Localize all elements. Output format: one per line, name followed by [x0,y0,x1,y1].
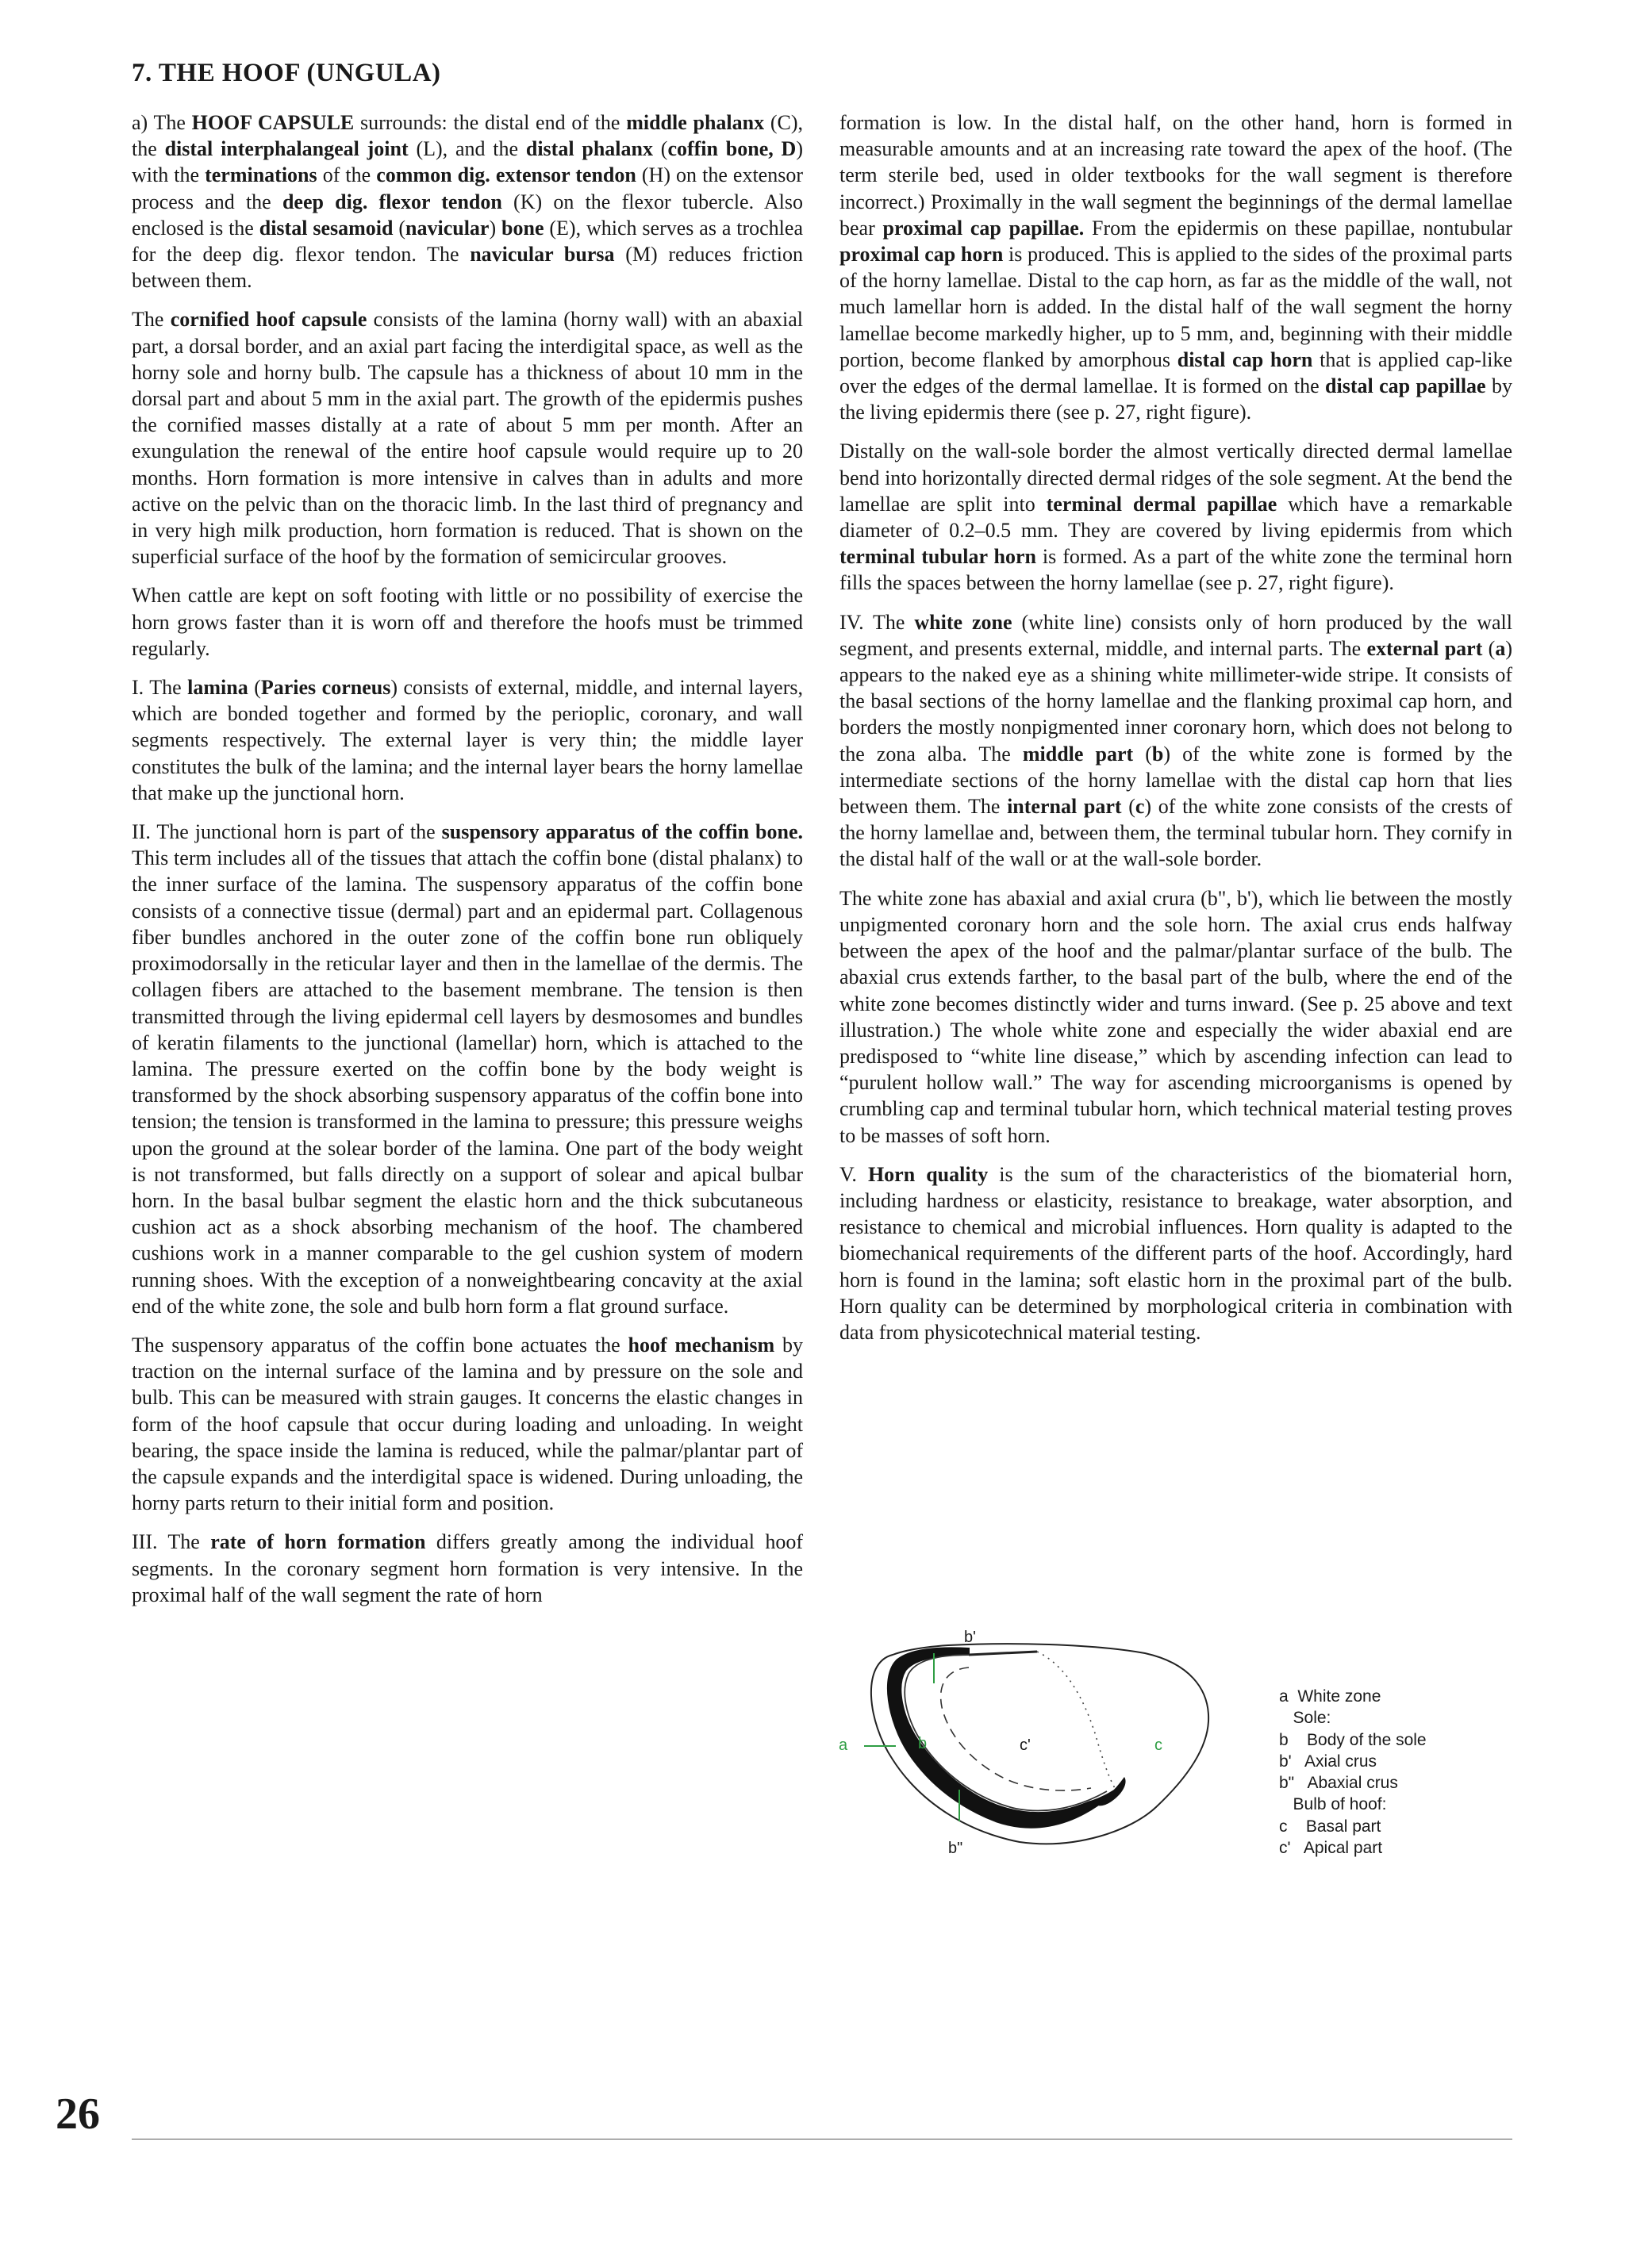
axial-crus-line [969,1652,1037,1655]
text-run: (E), which serves as a trochlea for the deep dig. flexor tendon. The [132,216,803,267]
bold-term: terminal tubular horn [839,545,1036,569]
bold-term: middle part [1022,742,1134,766]
paragraph [132,674,803,806]
apical-bulb-boundary [941,1667,1091,1790]
text-run: ( [393,216,406,240]
bold-term: deep dig. flexor tendon [282,190,502,213]
bold-term: distal phalanx [525,137,653,161]
text-run: (H) on the extensor process and the [132,163,803,213]
text-run: by the living epidermis there (see p. 27, right figure). [839,374,1512,424]
text-run: surrounds: the distal end of the [354,111,627,134]
page-title: 7. THE HOOF (UNGULA) [132,59,441,87]
paragraph [839,438,1512,596]
bold-term: coffin bone, D [667,137,797,161]
legend-item: c' Apical part [1279,1839,1383,1858]
bold-term: navicular [405,216,490,240]
text-run: is formed. As a part of the white zone the terminal horn fills the spaces between the horny lamellae (see p. 27, right figure). [839,545,1512,595]
text-run: ) with the [132,137,803,187]
label-a: a [839,1736,848,1754]
bold-term: lamina [187,676,248,700]
bold-term: a [1495,636,1506,660]
label-b-prime: b' [964,1629,976,1646]
bold-term: distal sesamoid [259,216,394,240]
text-run: The [132,308,171,332]
left-text-column [132,109,803,1621]
bold-term: internal part [1007,795,1122,819]
white-zone-line [905,1655,1107,1811]
legend-item: Sole: [1279,1709,1331,1728]
text-run: From the epidermis on these papillae, nontubular [1084,216,1512,240]
text-run: Distally on the wall-sole border the almost vertically directed dermal lamellae bend into horizontally directed dermal ridges of the sole segment. At the bend the lamellae are split into [839,439,1512,516]
text-run: by traction on the internal surface of the lamina and by pressure on the sole and bulb. This can be measured with strain gauges. It concerns the elastic changes in form of the hoof capsule that occur during loading and unloading. In weight bearing, the space inside the lamina is reduced, while the palmar/plantar part of the capsule expands and the interdigital space is widened. During unloading, the horny parts return to their initial form and position. [132,1333,804,1515]
text-run: formation is low. In the distal half, on the other hand, horn is formed in measurable amounts and at an increasing rate toward the apex of the hoof. (The term sterile bed, used in older textbooks for the wall segment is therefore incorrect.) Proximally in the wall segment the beginnings of the dermal lamellae bear [839,111,1512,240]
text-run: III. The [132,1530,211,1554]
text-run: ( [248,676,261,700]
bold-term: terminal dermal papillae [1046,492,1277,516]
text-run: is the sum of the characteristics of the biomaterial horn, including hardness or elasticity, resistance to breakage, water absorption, and resistance to chemical and microbial influences. Horn quality is adapted to the biomechanical requirements of the different parts of the hoof. Accordingly, hard horn is found in the lamina; soft elastic horn in the proximal part of the bulb. Horn quality can be determined by morphological criteria in combination with data from physicotechnical material testing. [839,1162,1512,1344]
bold-term: hoof mechanism [628,1333,775,1357]
text-run: ) [489,216,502,240]
bold-term: proximal cap horn [839,243,1004,267]
text-run: consists of the lamina (horny wall) with an abaxial part, a dorsal border, and an axial part facing the interdigital space, as well as the horny sole and horny bulb. The capsule has a thickness of about 10 mm in the dorsal part and about 5 mm in the axial part. The growth of the epidermis pushes the cornified masses distally at a rate of about 5 mm per month. After an exungulation the renewal of the entire hoof capsule would require up to 20 months. Horn formation is more intensive in calves than in adults and more active on the pelvic than on the thoracic limb. In the last third of pregnancy and in very high milk production, horn formation is reduced. That is shown on the superficial surface of the hoof by the formation of semicircular grooves. [132,308,803,569]
paragraph [132,819,803,1319]
text-run: This term includes all of the tissues that attach the coffin bone (distal phalanx) to the inner surface of the lamina. The suspensory apparatus of the coffin bone consists of a connective tissue (dermal) part and an epidermal part. Collagenous fiber bundles anchored in the outer zone of the coffin bone run obliquely proximodorsally in the reticular layer and then in the lamellae of the dermis. The collagen fibers are attached to the basement membrane. The tension is then transmitted through the living epidermal cell layers by desmosomes and bundles of keratin filaments to the junctional (lamellar) horn, which is attached to the lamina. The pressure exerted on the coffin bone by the body weight is transformed by the shock absorbing suspensory apparatus of the coffin bone into tension; the tension is transformed in the lamina to pressure; this pressure weighs upon the ground at the solear border of the lamina. One part of the body weight is not transformed, but falls directly on a support of solear and apical bulbar horn. In the basal bulbar segment the elastic horn and the thick subcutaneous cushion act as a shock absorbing mechanism of the hoof. The chambered cushions work in a manner comparable to the gel cushion system of modern running shoes. With the exception of a nonweightbearing concavity at the axial end of the white zone, the sole and bulb horn form a flat ground surface. [132,846,803,1318]
text-run: of the [317,163,377,187]
legend-item: b' Axial crus [1279,1752,1377,1771]
bold-term: Horn quality [867,1162,989,1186]
bold-term: distal interphalangeal joint [164,137,409,161]
label-b-double-prime: b" [948,1840,963,1857]
bold-term: b [1151,742,1164,766]
text-run: (C), the [132,111,803,161]
text-run: ( [1121,795,1135,819]
bold-term: distal cap horn [1177,347,1313,371]
right-text-column [839,109,1512,1358]
bold-term: distal cap papillae [1325,374,1486,398]
bold-term: Paries corneus [260,676,391,700]
bold-term: suspensory apparatus of the coffin bone. [441,820,803,844]
text-run: (K) on the flexor tubercle. Also enclosed is the [132,190,803,240]
text-run: IV. The [839,610,915,634]
text-run: ) of the white zone consists of the crests of the horny lamellae and, between them, the terminal tubular horn. They cornify in the distal half of the wall or at the wall-sole border. [839,795,1512,871]
text-run: ( [1133,742,1152,766]
label-b: b [918,1735,928,1752]
bold-term: terminations [205,163,317,187]
basal-bulb-boundary [1037,1652,1115,1788]
text-run: that is applied cap-like over the edges of the dermal lamellae. It is formed on the [839,347,1512,398]
page-number: 26 [56,2090,100,2139]
paragraph [839,1161,1512,1345]
paragraph [839,885,1512,1149]
bold-term: c [1135,795,1145,819]
text-run: When cattle are kept on soft footing with little or no possibility of exercise the horn grows faster than it is worn off and therefore the hoofs must be trimmed regularly. [132,584,803,660]
paragraph [839,109,1512,425]
bold-term: HOOF CAPSULE [191,111,355,134]
bold-term: white zone [914,610,1012,634]
text-run: ) appears to the naked eye as a shining white millimeter-wide stripe. It consists of the basal sections of the horny lamellae and the flanking proximal cap horn, and borders the mostly nonpigmented inner coronary horn, which does not belong to the zona alba. The [839,636,1512,766]
text-run: which have a remarkable diameter of 0.2–0.5 mm. They are covered by living epidermis from which [839,492,1513,543]
legend-item: a White zone [1279,1687,1381,1706]
legend-item: b Body of the sole [1279,1730,1427,1749]
text-run: ( [1482,636,1496,660]
legend-item: Bulb of hoof: [1279,1795,1387,1814]
paragraph [132,582,803,662]
bold-term: navicular bursa [470,243,615,267]
legend-item: b" Abaxial crus [1279,1774,1398,1793]
bold-term: middle phalanx [626,111,765,134]
bold-term: external part [1366,636,1483,660]
label-c: c [1154,1736,1162,1754]
text-run: The white zone has abaxial and axial crura (b", b'), which lie between the mostly unpigmented coronary horn and the sole horn. The axial crus ends halfway between the apex of the hoof and the palmar/plantar surface of the bulb. The abaxial crus extends farther, to the basal part of the bulb, where the end of the white zone becomes distinctly wider and turns inward. (See p. 25 above and text illustration.) The whole white zone and especially the wider abaxial end are predisposed to “white line disease,” which by ascending infection can lead to “purulent hollow wall.” The way for ascending microorganisms is opened by crumbling cap and terminal tubular horn, which technical material testing proves to be masses of soft horn. [839,886,1512,1147]
bold-term: common dig. extensor tendon [376,163,636,187]
bold-term: proximal cap papillae. [882,216,1085,240]
bold-term: rate of horn formation [210,1530,426,1554]
paragraph [132,109,803,294]
paragraph [132,306,803,570]
text-run: ( [652,137,668,161]
text-run: I. The [132,676,188,700]
paragraph [839,609,1512,873]
text-run: differs greatly among the individual hoof segments. In the coronary segment horn formation is very intensive. In the proximal half of the wall segment the rate of horn [132,1530,803,1606]
legend-item: c Basal part [1279,1817,1381,1836]
text-run: ) of the white zone is formed by the intermediate sections of the horny lamellae with the distal cap horn that lies between them. The [839,742,1512,819]
figure-legend [1279,1686,1427,1859]
text-run: (L), and the [408,137,526,161]
text-run: II. The junctional horn is part of the [132,820,442,844]
text-run: (white line) consists only of horn produced by the wall segment, and presents external, middle, and internal parts. The [839,610,1512,660]
text-run: a) The [132,111,192,134]
label-c-prime: c' [1020,1736,1031,1754]
text-run: is produced. This is applied to the sides of the proximal parts of the horny lamellae. Distal to the cap horn, as far as the middle of the wall, not much lamellar horn is added. In the distal half of the wall segment the horny lamellae become markedly higher, up to 5 mm, and, beginning with their middle portion, become flanked by amorphous [839,243,1512,371]
bold-term: bone [501,216,544,240]
bold-term: cornified hoof capsule [170,308,367,332]
text-run: V. [839,1162,868,1186]
text-run: (M) reduces friction between them. [132,243,803,293]
text-run: ) consists of external, middle, and internal layers, which are bonded together and formed by the perioplic, coronary, and wall segments respectively. The external layer is very thin; the middle layer constitutes the bulk of the lamina; and the internal layer bears the horny lamellae that make up the junctional horn. [132,676,803,804]
paragraph [132,1332,803,1516]
paragraph [132,1529,803,1608]
text-run: The suspensory apparatus of the coffin bone actuates the [132,1333,628,1357]
